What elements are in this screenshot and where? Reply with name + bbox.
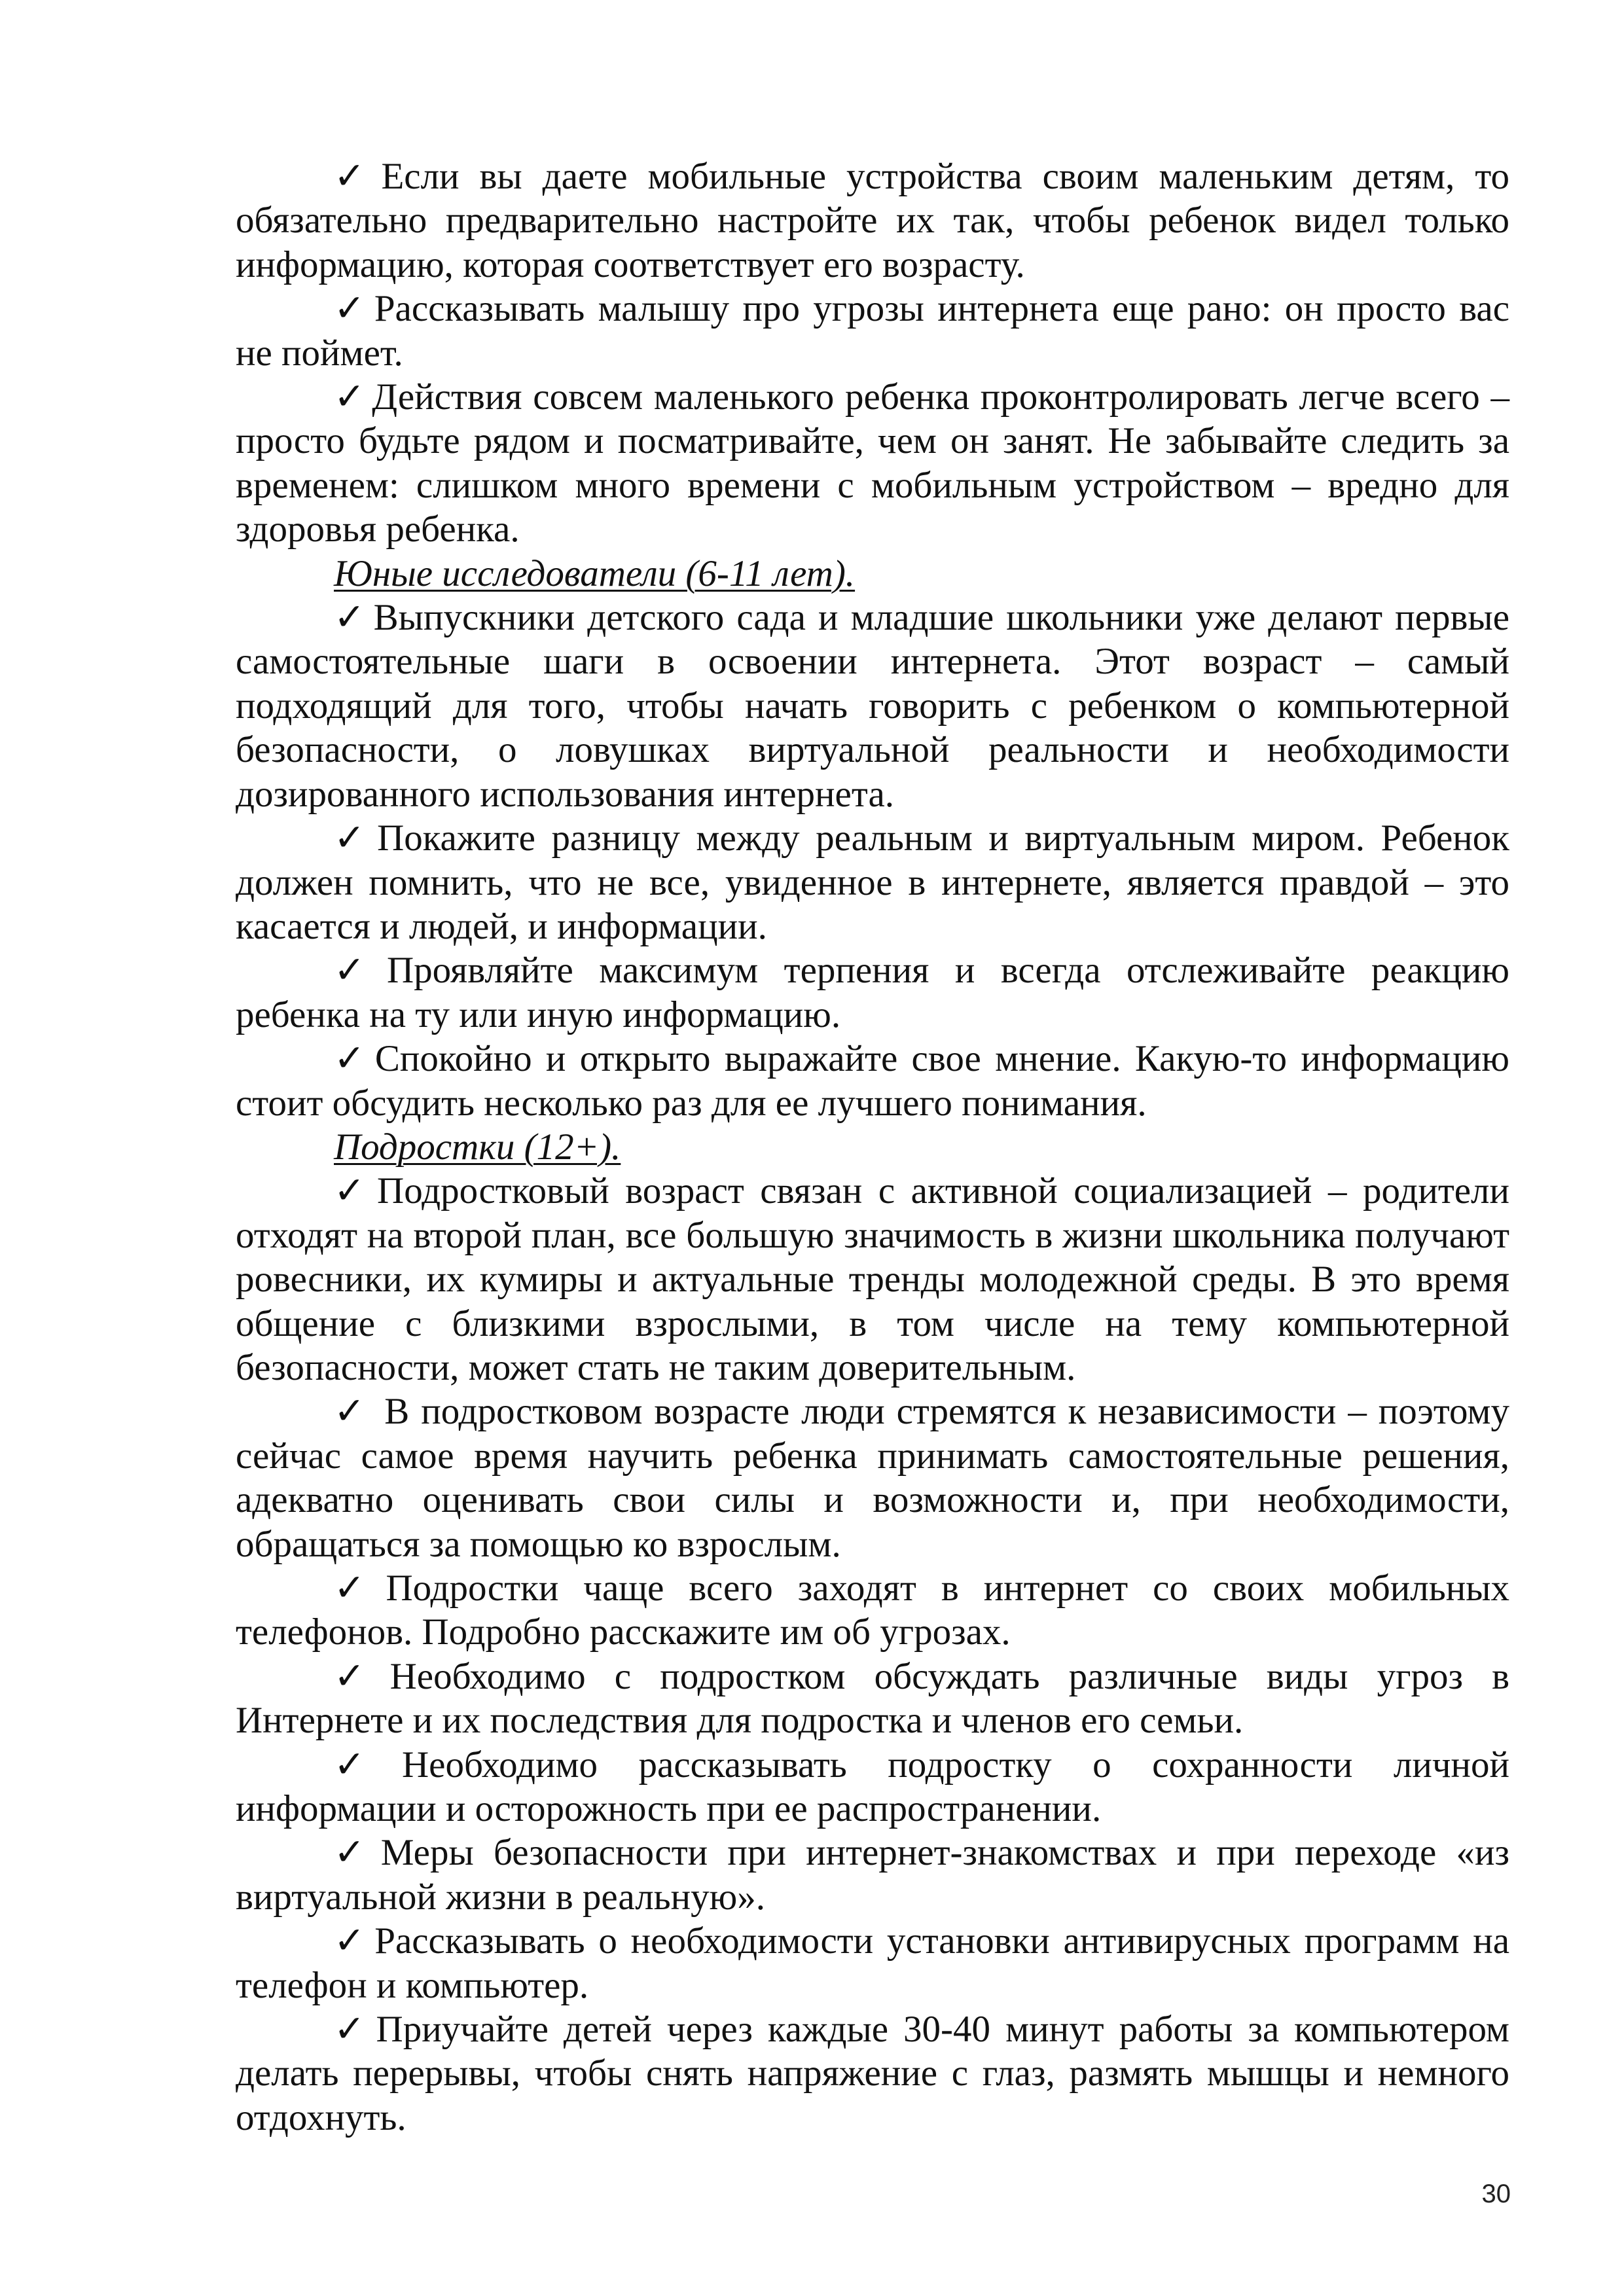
paragraph-text: Спокойно и открыто выражайте свое мнение. Какую-то информацию стоит обсудить несколько раз для ее лучшего понимания. xyxy=(236,1038,1509,1124)
paragraph-text: Проявляйте максимум терпения и всегда отслеживайте реакцию ребенка на ту или иную информацию. xyxy=(236,950,1509,1035)
paragraph-text: Приучайте детей через каждые 30-40 минут работы за компьютером делать перерывы, чтобы снять напряжение с глаз, размять мышцы и немного отдохнуть. xyxy=(236,2009,1509,2138)
bullet-paragraph xyxy=(236,1919,1509,2007)
check-icon: ✓ xyxy=(334,597,369,639)
check-icon: ✓ xyxy=(334,376,367,418)
bullet-paragraph xyxy=(236,816,1509,948)
paragraph-text: Подростковый возраст связан с активной социализацией – родители отходят на второй план, все большую значимость в жизни школьника получают ровесники, их кумиры и актуальные тренды молодежной среды. В это время общение с близкими взрослыми, в том числе на тему компьютерной безопасности, может стать не таким доверительным. xyxy=(236,1170,1509,1388)
bullet-paragraph xyxy=(236,1655,1509,1743)
paragraph-text: Покажите разницу между реальным и виртуальным миром. Ребенок должен помнить, что не все, увиденное в интернете, является правдой – это касается и людей, и информации. xyxy=(236,817,1509,947)
paragraph-text: Необходимо с подростком обсуждать различные виды угроз в Интернете и их последствия для подростка и членов его семьи. xyxy=(236,1655,1509,1742)
check-icon: ✓ xyxy=(334,1038,370,1080)
bullet-paragraph xyxy=(236,1831,1509,1919)
check-icon: ✓ xyxy=(334,2009,371,2051)
bullet-paragraph xyxy=(236,596,1509,816)
page-number: 30 xyxy=(1481,2179,1511,2208)
bullet-paragraph xyxy=(236,1566,1509,1655)
check-icon: ✓ xyxy=(334,1568,381,1609)
bullet-paragraph xyxy=(236,1390,1509,1566)
check-icon: ✓ xyxy=(334,1920,370,1962)
paragraph-text: Рассказывать малышу про угрозы интернета еще рано: он просто вас не поймет. xyxy=(236,288,1509,374)
check-icon: ✓ xyxy=(334,288,369,330)
paragraph-text: Выпускники детского сада и младшие школьники уже делают первые самостоятельные шаги в освоении интернета. Этот возраст – самый подходящий для того, чтобы начать говорить с ребенком о компьютерной безопасности, о ловушках виртуальной реальности и необходимости дозированного использования интернета. xyxy=(236,597,1509,815)
check-icon: ✓ xyxy=(334,1744,397,1785)
document-body xyxy=(236,154,1509,2140)
paragraph-text: Подростки чаще всего заходят в интернет со своих мобильных телефонов. Подробно расскажите им об угрозах. xyxy=(236,1568,1509,1653)
bullet-paragraph xyxy=(236,1743,1509,1831)
bullet-paragraph xyxy=(236,375,1509,552)
bullet-paragraph xyxy=(236,1169,1509,1390)
bullet-paragraph xyxy=(236,2007,1509,2140)
check-icon: ✓ xyxy=(334,156,376,197)
bullet-paragraph xyxy=(236,948,1509,1037)
paragraph-text: Меры безопасности при интернет-знакомствах и при переходе «из виртуальной жизни в реальную». xyxy=(236,1832,1509,1918)
paragraph-text: В подростковом возрасте люди стремятся к независимости – поэтому сейчас самое время научить ребенка принимать самостоятельные решения, адекватно оценивать свои силы и возможности и, при необходимости, обращаться за помощью ко взрослым. xyxy=(236,1391,1510,1565)
bullet-paragraph xyxy=(236,154,1509,287)
paragraph-text: Необходимо рассказывать подростку о сохранности личной информации и осторожность при ее распространении. xyxy=(236,1744,1510,1830)
paragraph-text: Действия совсем маленького ребенка проконтролировать легче всего – просто будьте рядом и посматривайте, чем он занят. Не забывайте следить за временем: слишком много времени с мобильным устройством – вредно для здоровья ребенка. xyxy=(236,376,1509,550)
section-heading-teenagers: Подростки (12+). xyxy=(334,1126,621,1168)
check-icon: ✓ xyxy=(334,1655,385,1697)
check-icon: ✓ xyxy=(334,1391,368,1433)
check-icon: ✓ xyxy=(334,817,372,859)
paragraph-text: Если вы даете мобильные устройства своим маленьким детям, то обязательно предварительно настройте их так, чтобы ребенок видел только информацию, которая соответствует его возрасту. xyxy=(236,156,1510,285)
paragraph-text: Рассказывать о необходимости установки антивирусных программ на телефон и компьютер. xyxy=(236,1920,1510,2006)
check-icon: ✓ xyxy=(334,1170,372,1212)
section-heading-young-researchers: Юные исследователи (6-11 лет). xyxy=(334,552,856,594)
check-icon: ✓ xyxy=(334,1832,376,1874)
check-icon: ✓ xyxy=(334,950,382,992)
bullet-paragraph xyxy=(236,287,1509,375)
bullet-paragraph xyxy=(236,1037,1509,1125)
